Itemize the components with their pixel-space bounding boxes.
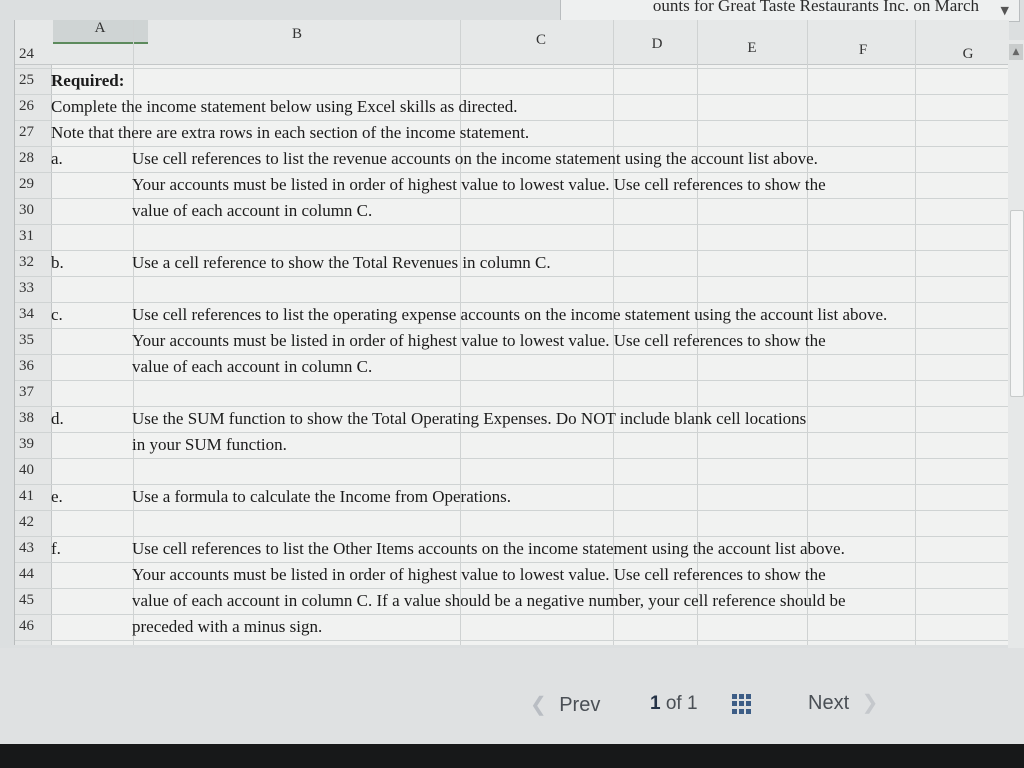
next-label: Next: [808, 692, 850, 714]
cell-b[interactable]: value of each account in column C.: [132, 357, 373, 376]
row-number[interactable]: 39: [19, 436, 34, 452]
spreadsheet: [14, 20, 1009, 645]
table-row[interactable]: [15, 42, 1009, 69]
page-indicator: [650, 693, 698, 715]
table-row[interactable]: [15, 198, 1009, 225]
table-row[interactable]: [15, 510, 1009, 537]
cell-b[interactable]: Use cell references to list the Other Items accounts on the income statement using the account list above.: [132, 539, 845, 558]
row-number[interactable]: 31: [19, 228, 34, 244]
scroll-up-icon[interactable]: ▲: [1009, 44, 1023, 60]
cell-a[interactable]: e.: [51, 487, 63, 506]
grid-icon[interactable]: [732, 694, 752, 714]
row-number[interactable]: 35: [19, 332, 34, 348]
row-number[interactable]: 36: [19, 358, 34, 374]
row-number[interactable]: 27: [19, 124, 34, 140]
row-number[interactable]: 41: [19, 488, 34, 504]
table-row[interactable]: [15, 328, 1009, 355]
table-row[interactable]: [15, 588, 1009, 615]
table-row[interactable]: [15, 484, 1009, 511]
row-number[interactable]: 30: [19, 202, 34, 218]
table-row[interactable]: [15, 432, 1009, 459]
row-number[interactable]: 26: [19, 98, 34, 114]
row-number[interactable]: 45: [19, 592, 34, 608]
chevron-right-icon: ❯: [861, 692, 879, 714]
column-header-e[interactable]: E: [747, 40, 757, 56]
pager-bar: [0, 648, 1024, 744]
cell-b[interactable]: in your SUM function.: [132, 435, 287, 454]
row-number[interactable]: 44: [19, 566, 34, 582]
cell-b[interactable]: Your accounts must be listed in order of highest value to lowest value. Use cell references to show the: [132, 331, 826, 350]
row-number[interactable]: 43: [19, 540, 34, 556]
cell-b[interactable]: value of each account in column C. If a value should be a negative number, your cell reference should be: [132, 591, 846, 610]
row-number[interactable]: 42: [19, 514, 34, 530]
prev-button[interactable]: [530, 692, 600, 717]
cell-b[interactable]: Your accounts must be listed in order of highest value to lowest value. Use cell references to show the: [132, 175, 826, 194]
table-row[interactable]: [15, 562, 1009, 589]
row-number[interactable]: 32: [19, 254, 34, 270]
cell-b[interactable]: Use a formula to calculate the Income from Operations.: [132, 487, 512, 506]
cell-a[interactable]: c.: [51, 305, 63, 324]
table-row[interactable]: [15, 94, 1009, 121]
column-header-a[interactable]: A: [94, 20, 106, 36]
cell-b[interactable]: preceded with a minus sign.: [132, 617, 323, 636]
table-row[interactable]: [15, 250, 1009, 277]
row-number[interactable]: 46: [19, 618, 34, 634]
prev-label: Prev: [559, 694, 601, 716]
cell-b[interactable]: Use a cell reference to show the Total Revenues in column C.: [132, 253, 551, 272]
table-row[interactable]: [15, 354, 1009, 381]
cell-a[interactable]: f.: [51, 539, 61, 558]
cell-b[interactable]: Your accounts must be listed in order of highest value to lowest value. Use cell references to show the: [132, 565, 826, 584]
row-number[interactable]: 37: [19, 384, 34, 400]
cell-b[interactable]: value of each account in column C.: [132, 201, 373, 220]
cell-a[interactable]: a.: [51, 149, 63, 168]
table-row[interactable]: [15, 536, 1009, 563]
table-row[interactable]: [15, 458, 1009, 485]
page-current: 1: [650, 693, 661, 714]
cell-a[interactable]: Complete the income statement below using Excel skills as directed.: [51, 97, 518, 116]
cell-a[interactable]: Required:: [51, 71, 125, 90]
row-number[interactable]: 40: [19, 462, 34, 478]
table-row[interactable]: [15, 614, 1009, 641]
row-number[interactable]: 38: [19, 410, 34, 426]
cell-a[interactable]: d.: [51, 409, 64, 428]
row-number[interactable]: 28: [19, 150, 34, 166]
column-header-g[interactable]: G: [962, 46, 974, 62]
chevron-left-icon: ❮: [530, 694, 547, 716]
column-header-f[interactable]: F: [858, 42, 868, 58]
table-row[interactable]: [15, 224, 1009, 251]
cell-b[interactable]: Use cell references to list the revenue accounts on the income statement using the account list above.: [132, 149, 818, 168]
table-row[interactable]: [15, 276, 1009, 303]
row-number[interactable]: 25: [19, 72, 34, 88]
next-button[interactable]: [808, 690, 878, 715]
row-number[interactable]: 24: [19, 46, 34, 62]
title-text: ounts for Great Taste Restaurants Inc. on March: [652, 0, 979, 15]
table-row[interactable]: [15, 68, 1009, 95]
screen-bezel: [0, 744, 1024, 768]
table-row[interactable]: [15, 146, 1009, 173]
table-row[interactable]: [15, 302, 1009, 329]
table-row[interactable]: [15, 120, 1009, 147]
cell-b[interactable]: Use the SUM function to show the Total Operating Expenses. Do NOT include blank cell locations: [132, 409, 807, 428]
vertical-scrollbar[interactable]: [1008, 40, 1024, 660]
table-row[interactable]: [15, 406, 1009, 433]
scrollbar-thumb[interactable]: [1010, 210, 1024, 397]
column-header-d[interactable]: D: [651, 36, 663, 52]
chevron-down-icon[interactable]: ▼: [1000, 4, 1009, 17]
column-header-b[interactable]: B: [291, 26, 302, 42]
title-bar[interactable]: [560, 0, 1020, 22]
cell-a[interactable]: b.: [51, 253, 64, 272]
table-row[interactable]: [15, 172, 1009, 199]
table-row[interactable]: [15, 380, 1009, 407]
page-total: of 1: [665, 693, 698, 714]
row-number[interactable]: 33: [19, 280, 34, 296]
row-number[interactable]: 29: [19, 176, 34, 192]
row-number[interactable]: 34: [19, 306, 34, 322]
cell-b[interactable]: Use cell references to list the operating expense accounts on the income statement using the account list above.: [132, 305, 888, 324]
column-header-c[interactable]: C: [535, 32, 546, 48]
cell-a[interactable]: Note that there are extra rows in each section of the income statement.: [51, 123, 530, 142]
